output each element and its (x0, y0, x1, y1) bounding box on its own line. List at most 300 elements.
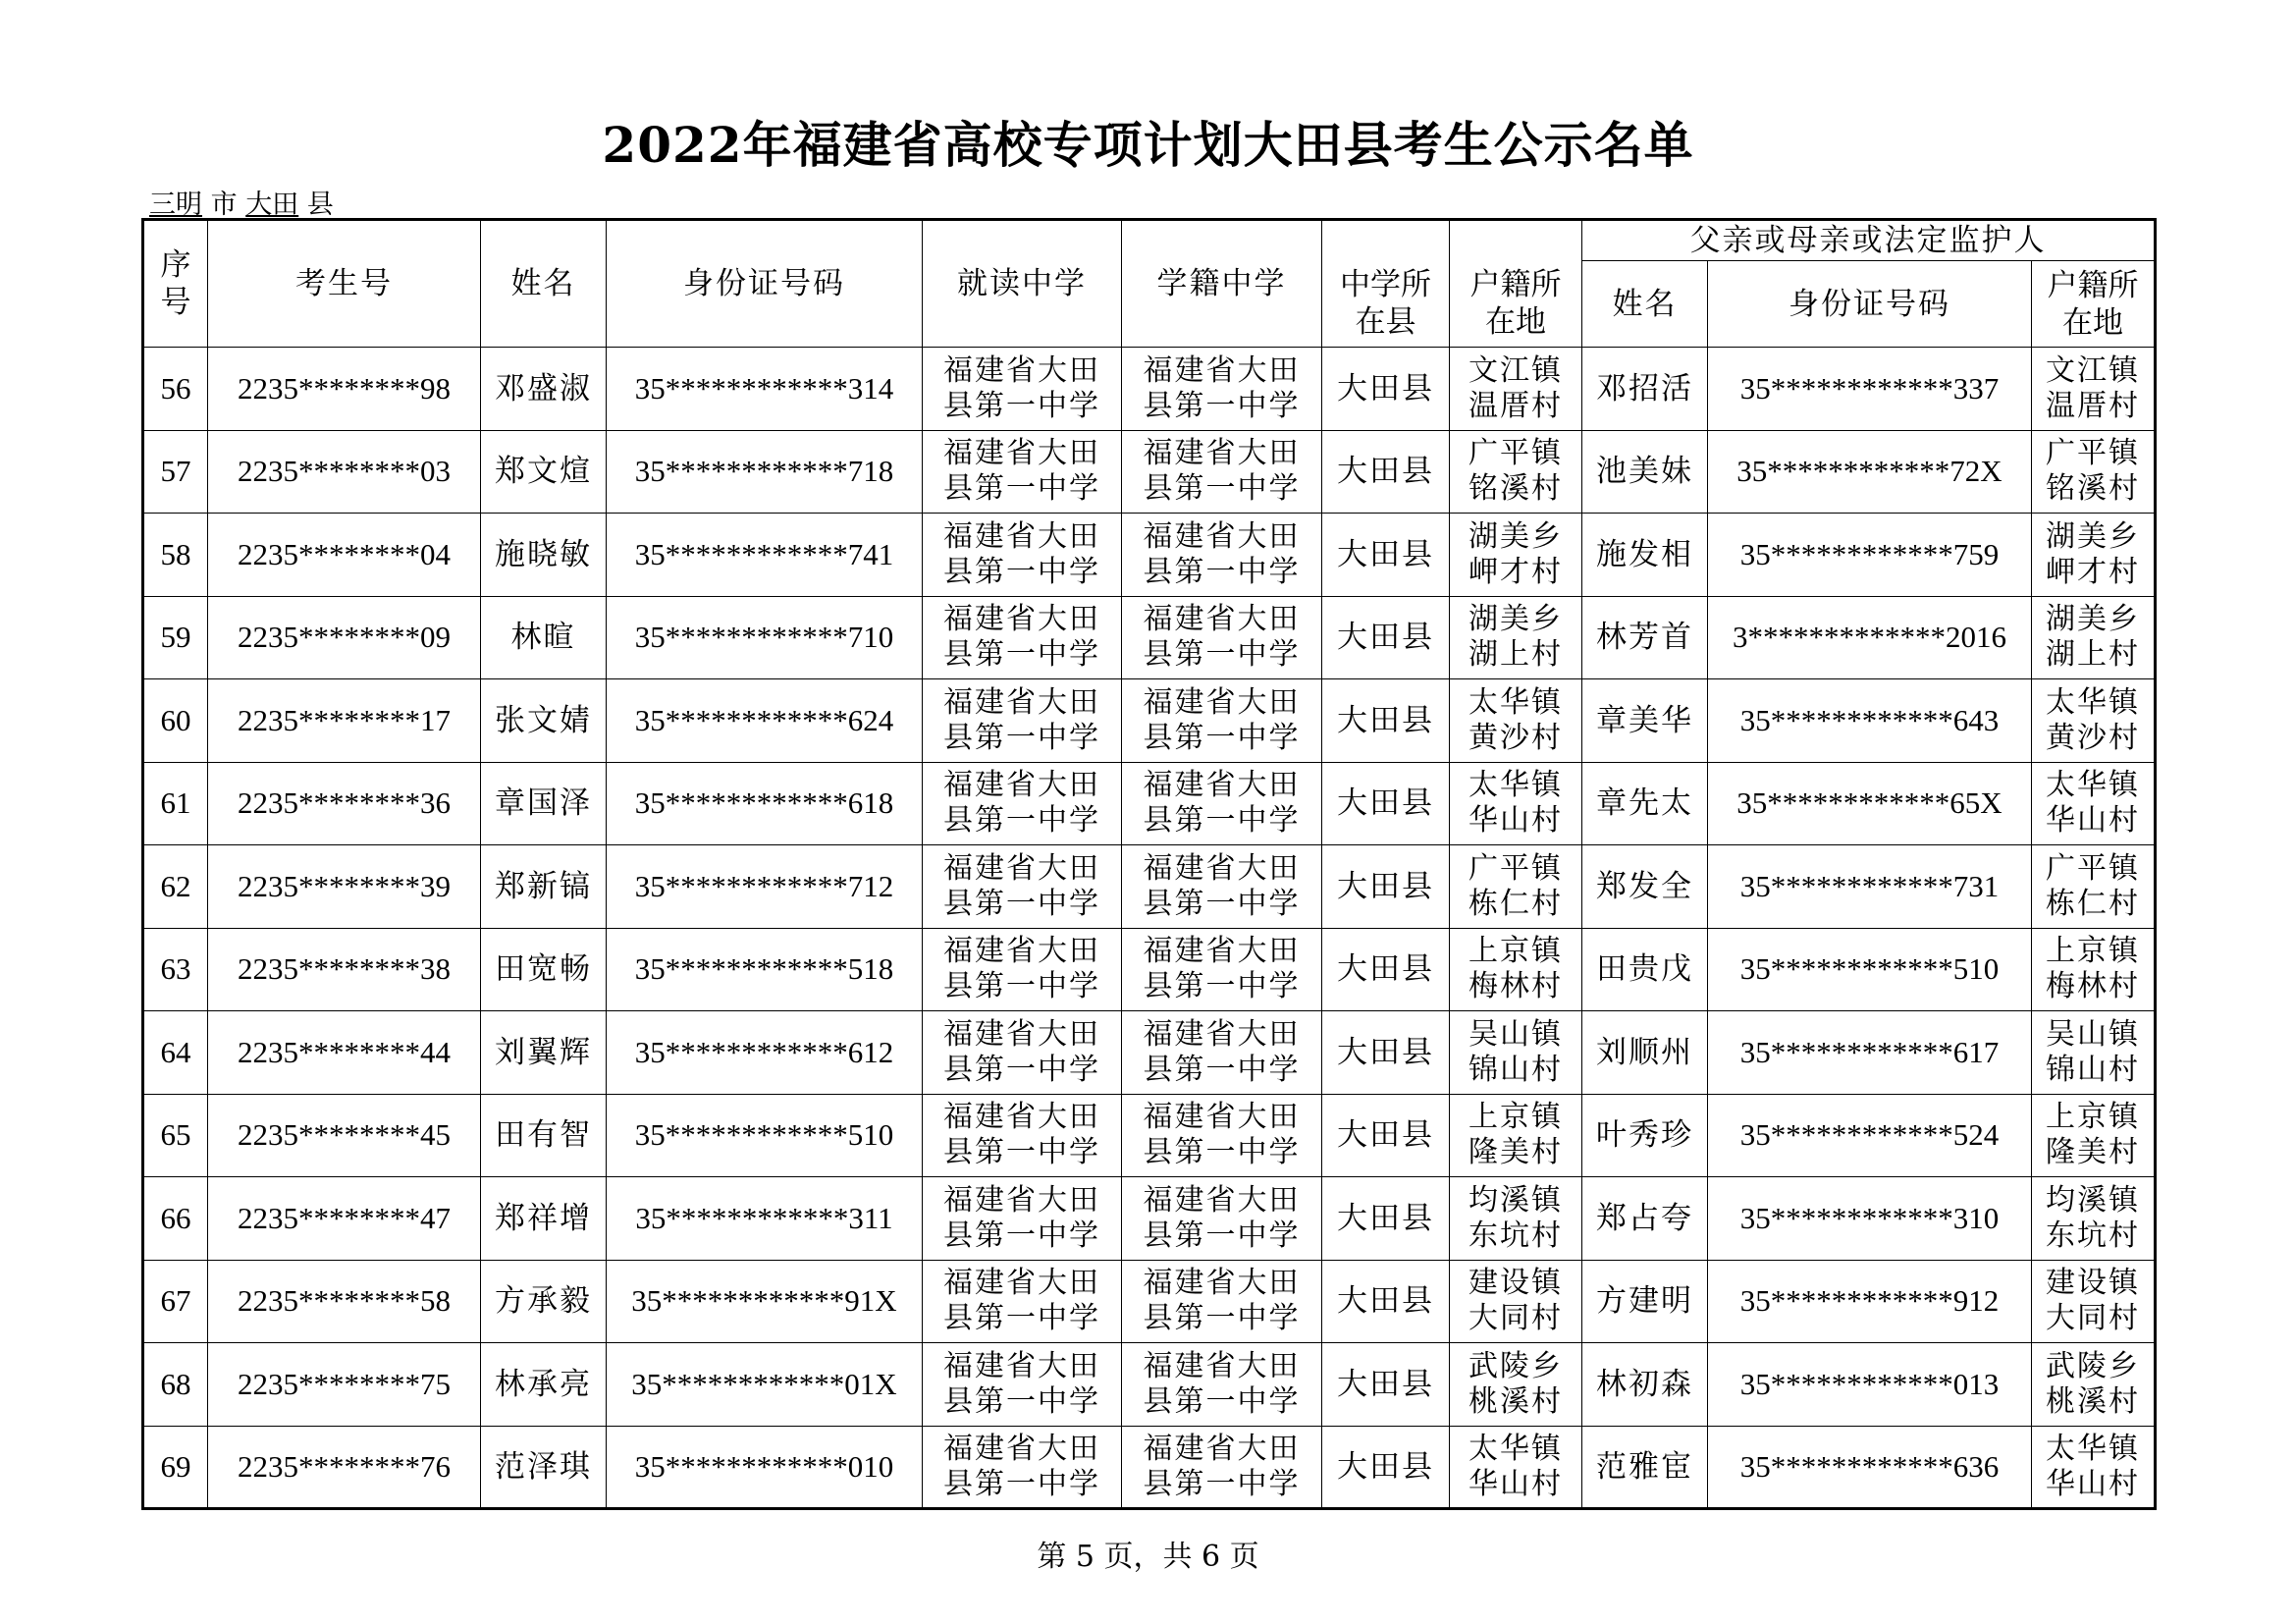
school-cell (923, 1260, 1122, 1343)
school-cell (923, 348, 1122, 431)
guardian-hukou-cell-line2: 隆美村 (2046, 1135, 2141, 1170)
reg-school-cell-line1: 福建省大田 (1143, 436, 1301, 471)
header-row-1 (143, 220, 2156, 261)
guardian-hukou-cell-line1: 武陵乡 (2046, 1348, 2141, 1383)
table-row (143, 928, 2156, 1011)
hukou-cell-line1: 太华镇 (1468, 1431, 1563, 1466)
hukou-cell-line1: 上京镇 (1468, 1100, 1563, 1135)
guardian-hukou-cell (2032, 514, 2156, 597)
header-school: 就读中学 (923, 220, 1122, 348)
id-no-cell: 35************618 (607, 762, 923, 845)
guardian-id-cell: 35************310 (1708, 1177, 2032, 1261)
header-guardian: 父亲或母亲或法定监护人 (1582, 220, 2156, 261)
reg-school-cell-line2: 县第一中学 (1143, 720, 1301, 755)
hukou-cell (1450, 1094, 1582, 1177)
hukou-cell-line2: 湖上村 (1468, 637, 1563, 673)
hukou-cell-line2: 黄沙村 (1468, 720, 1563, 755)
reg-school-cell (1122, 1177, 1322, 1261)
school-county-cell: 大田县 (1322, 928, 1450, 1011)
id-no-cell: 35************612 (607, 1011, 923, 1095)
name-cell: 田有智 (481, 1094, 607, 1177)
guardian-id-cell: 35************759 (1708, 514, 2032, 597)
reg-school-cell-line2: 县第一中学 (1143, 388, 1301, 423)
guardian-hukou-cell-line2: 东坑村 (2046, 1218, 2141, 1253)
guardian-hukou-cell (2032, 762, 2156, 845)
table-row (143, 348, 2156, 431)
school-cell (923, 1177, 1122, 1261)
name-cell: 郑新镐 (481, 845, 607, 929)
school-county-cell: 大田县 (1322, 1426, 1450, 1509)
id-no-cell: 35************311 (607, 1177, 923, 1261)
school-cell-line2: 县第一中学 (943, 637, 1100, 673)
guardian-id-cell: 35************643 (1708, 679, 2032, 763)
hukou-cell-line2: 温厝村 (1468, 388, 1563, 423)
header-id-no: 身份证号码 (607, 220, 923, 348)
guardian-hukou-cell-line2: 黄沙村 (2046, 720, 2141, 755)
seq-cell: 56 (143, 348, 208, 431)
school-cell (923, 1343, 1122, 1427)
header-school-county: 中学所在县 (1322, 261, 1450, 348)
school-county-cell: 大田县 (1322, 1094, 1450, 1177)
name-cell: 张文婧 (481, 679, 607, 763)
region-city: 三明 (149, 189, 202, 220)
school-cell-line2: 县第一中学 (943, 803, 1100, 839)
guardian-name-cell: 范雅宦 (1582, 1426, 1708, 1509)
hukou-cell (1450, 1343, 1582, 1427)
reg-school-cell (1122, 1426, 1322, 1509)
header-reg-school: 学籍中学 (1122, 220, 1322, 348)
table-row (143, 514, 2156, 597)
guardian-hukou-cell-line2: 铭溪村 (2046, 471, 2141, 507)
reg-school-cell-line2: 县第一中学 (1143, 803, 1301, 839)
guardian-hukou-cell-line2: 岬才村 (2046, 554, 2141, 589)
school-county-cell: 大田县 (1322, 1343, 1450, 1427)
school-cell-line1: 福建省大田 (943, 934, 1100, 969)
reg-school-cell (1122, 596, 1322, 679)
table-row (143, 1011, 2156, 1095)
seq-cell: 60 (143, 679, 208, 763)
region-city-suffix: 市 (210, 189, 238, 220)
reg-school-cell-line2: 县第一中学 (1143, 554, 1301, 589)
guardian-hukou-cell-line2: 温厝村 (2046, 388, 2141, 423)
guardian-name-cell: 叶秀珍 (1582, 1094, 1708, 1177)
school-cell-line2: 县第一中学 (943, 1301, 1100, 1336)
hukou-cell (1450, 928, 1582, 1011)
seq-cell: 61 (143, 762, 208, 845)
school-cell-line1: 福建省大田 (943, 518, 1100, 554)
reg-school-cell-line1: 福建省大田 (1143, 602, 1301, 637)
reg-school-cell-line1: 福建省大田 (1143, 1016, 1301, 1052)
seq-cell: 64 (143, 1011, 208, 1095)
seq-cell: 69 (143, 1426, 208, 1509)
hukou-cell-line2: 梅林村 (1468, 969, 1563, 1004)
guardian-hukou-cell-line1: 建设镇 (2046, 1266, 2141, 1301)
name-cell: 林承亮 (481, 1343, 607, 1427)
school-cell-line2: 县第一中学 (943, 1218, 1100, 1253)
header-guardian-hukou: 户籍所在地 (2032, 261, 2156, 348)
guardian-id-cell: 35************636 (1708, 1426, 2032, 1509)
guardian-name-cell: 田贵戊 (1582, 928, 1708, 1011)
school-cell-line1: 福建省大田 (943, 1182, 1100, 1218)
reg-school-cell-line1: 福建省大田 (1143, 768, 1301, 803)
header-name: 姓名 (481, 220, 607, 348)
hukou-cell-line2: 大同村 (1468, 1301, 1563, 1336)
reg-school-cell-line2: 县第一中学 (1143, 471, 1301, 507)
hukou-cell-line2: 铭溪村 (1468, 471, 1563, 507)
hukou-cell (1450, 596, 1582, 679)
school-cell-line2: 县第一中学 (943, 471, 1100, 507)
reg-school-cell-line1: 福建省大田 (1143, 1348, 1301, 1383)
hukou-cell-line2: 隆美村 (1468, 1135, 1563, 1170)
school-cell (923, 596, 1122, 679)
candidate-table (141, 218, 2157, 1510)
name-cell: 郑文煊 (481, 430, 607, 514)
guardian-id-cell: 35************013 (1708, 1343, 2032, 1427)
reg-school-cell-line1: 福建省大田 (1143, 1100, 1301, 1135)
school-county-cell: 大田县 (1322, 430, 1450, 514)
school-county-cell: 大田县 (1322, 845, 1450, 929)
id-no-cell: 35************741 (607, 514, 923, 597)
reg-school-cell-line1: 福建省大田 (1143, 1266, 1301, 1301)
name-cell: 田宽畅 (481, 928, 607, 1011)
exam-no-cell: 2235********98 (208, 348, 481, 431)
hukou-cell-line1: 上京镇 (1468, 934, 1563, 969)
guardian-hukou-cell-line1: 湖美乡 (2046, 602, 2141, 637)
guardian-id-cell: 35************731 (1708, 845, 2032, 929)
name-cell: 章国泽 (481, 762, 607, 845)
reg-school-cell (1122, 430, 1322, 514)
hukou-cell (1450, 514, 1582, 597)
school-cell-line1: 福建省大田 (943, 768, 1100, 803)
hukou-cell-line2: 锦山村 (1468, 1052, 1563, 1087)
reg-school-cell-line2: 县第一中学 (1143, 1383, 1301, 1419)
hukou-cell (1450, 1426, 1582, 1509)
exam-no-cell: 2235********76 (208, 1426, 481, 1509)
reg-school-cell (1122, 1094, 1322, 1177)
id-no-cell: 35************624 (607, 679, 923, 763)
guardian-hukou-cell-line1: 吴山镇 (2046, 1016, 2141, 1052)
seq-cell: 62 (143, 845, 208, 929)
header-exam-no: 考生号 (208, 220, 481, 348)
school-county-cell: 大田县 (1322, 514, 1450, 597)
school-cell-line1: 福建省大田 (943, 602, 1100, 637)
reg-school-cell-line2: 县第一中学 (1143, 886, 1301, 921)
guardian-hukou-cell-line2: 大同村 (2046, 1301, 2141, 1336)
guardian-hukou-cell-line1: 太华镇 (2046, 1431, 2141, 1466)
guardian-id-cell: 35************912 (1708, 1260, 2032, 1343)
school-cell-line2: 县第一中学 (943, 1052, 1100, 1087)
name-cell: 方承毅 (481, 1260, 607, 1343)
header-guardian-id: 身份证号码 (1708, 261, 2032, 348)
reg-school-cell (1122, 928, 1322, 1011)
reg-school-cell (1122, 514, 1322, 597)
guardian-hukou-cell-line1: 太华镇 (2046, 684, 2141, 720)
guardian-hukou-cell-line1: 上京镇 (2046, 1100, 2141, 1135)
seq-cell: 65 (143, 1094, 208, 1177)
table-row (143, 845, 2156, 929)
hukou-cell-line1: 武陵乡 (1468, 1348, 1563, 1383)
guardian-hukou-cell-line1: 文江镇 (2046, 352, 2141, 388)
name-cell: 刘翼辉 (481, 1011, 607, 1095)
guardian-name-cell: 郑占夸 (1582, 1177, 1708, 1261)
reg-school-cell-line1: 福建省大田 (1143, 518, 1301, 554)
school-county-cell: 大田县 (1322, 1177, 1450, 1261)
header-guardian-name: 姓名 (1582, 261, 1708, 348)
reg-school-cell (1122, 348, 1322, 431)
exam-no-cell: 2235********75 (208, 1343, 481, 1427)
table-row (143, 1177, 2156, 1261)
reg-school-cell-line2: 县第一中学 (1143, 969, 1301, 1004)
exam-no-cell: 2235********36 (208, 762, 481, 845)
hukou-cell-line1: 湖美乡 (1468, 518, 1563, 554)
school-county-cell: 大田县 (1322, 1260, 1450, 1343)
table-row (143, 1260, 2156, 1343)
reg-school-cell-line1: 福建省大田 (1143, 352, 1301, 388)
guardian-hukou-cell-line2: 锦山村 (2046, 1052, 2141, 1087)
hukou-cell-line1: 均溪镇 (1468, 1182, 1563, 1218)
table-row (143, 1426, 2156, 1509)
hukou-cell-line2: 东坑村 (1468, 1218, 1563, 1253)
table-row (143, 1094, 2156, 1177)
table-row (143, 679, 2156, 763)
guardian-name-cell: 方建明 (1582, 1260, 1708, 1343)
school-cell-line1: 福建省大田 (943, 1348, 1100, 1383)
exam-no-cell: 2235********39 (208, 845, 481, 929)
guardian-hukou-cell-line1: 湖美乡 (2046, 518, 2141, 554)
hukou-cell-line2: 栋仁村 (1468, 886, 1563, 921)
school-cell-line1: 福建省大田 (943, 352, 1100, 388)
hukou-cell-line1: 广平镇 (1468, 436, 1563, 471)
guardian-id-cell: 35************524 (1708, 1094, 2032, 1177)
hukou-cell-line1: 吴山镇 (1468, 1016, 1563, 1052)
exam-no-cell: 2235********04 (208, 514, 481, 597)
school-cell (923, 1094, 1122, 1177)
seq-cell: 68 (143, 1343, 208, 1427)
guardian-hukou-cell (2032, 1343, 2156, 1427)
reg-school-cell-line2: 县第一中学 (1143, 1301, 1301, 1336)
id-no-cell: 35************91X (607, 1260, 923, 1343)
guardian-id-cell: 35************337 (1708, 348, 2032, 431)
reg-school-cell (1122, 1260, 1322, 1343)
hukou-cell-line2: 桃溪村 (1468, 1383, 1563, 1419)
school-cell-line2: 县第一中学 (943, 1383, 1100, 1419)
hukou-cell-line1: 建设镇 (1468, 1266, 1563, 1301)
guardian-hukou-cell (2032, 928, 2156, 1011)
seq-cell: 66 (143, 1177, 208, 1261)
school-cell (923, 679, 1122, 763)
reg-school-cell-line1: 福建省大田 (1143, 934, 1301, 969)
guardian-name-cell: 池美妹 (1582, 430, 1708, 514)
school-cell (923, 1426, 1122, 1509)
guardian-hukou-cell (2032, 1011, 2156, 1095)
name-cell: 施晓敏 (481, 514, 607, 597)
school-cell-line1: 福建省大田 (943, 1431, 1100, 1466)
school-cell-line1: 福建省大田 (943, 850, 1100, 886)
guardian-hukou-cell (2032, 1260, 2156, 1343)
guardian-hukou-cell-line1: 太华镇 (2046, 768, 2141, 803)
guardian-hukou-cell (2032, 348, 2156, 431)
hukou-cell-line2: 岬才村 (1468, 554, 1563, 589)
seq-cell: 63 (143, 928, 208, 1011)
guardian-hukou-cell (2032, 1426, 2156, 1509)
region-line (149, 183, 334, 221)
school-cell-line1: 福建省大田 (943, 1100, 1100, 1135)
header-hukou: 户籍所在地 (1450, 261, 1582, 348)
region-county-suffix: 县 (306, 189, 334, 220)
guardian-name-cell: 林芳首 (1582, 596, 1708, 679)
page-footer: 第 5 页，共 6 页 (1037, 1540, 1259, 1574)
school-cell (923, 514, 1122, 597)
guardian-id-cell: 35************65X (1708, 762, 2032, 845)
guardian-name-cell: 章美华 (1582, 679, 1708, 763)
school-cell-line1: 福建省大田 (943, 1266, 1100, 1301)
exam-no-cell: 2235********47 (208, 1177, 481, 1261)
guardian-hukou-cell-line2: 湖上村 (2046, 637, 2141, 673)
id-no-cell: 35************01X (607, 1343, 923, 1427)
guardian-name-cell: 章先太 (1582, 762, 1708, 845)
hukou-cell (1450, 845, 1582, 929)
guardian-hukou-cell (2032, 679, 2156, 763)
guardian-id-cell: 3*************2016 (1708, 596, 2032, 679)
seq-cell: 57 (143, 430, 208, 514)
exam-no-cell: 2235********58 (208, 1260, 481, 1343)
hukou-cell-line2: 华山村 (1468, 803, 1563, 839)
id-no-cell: 35************710 (607, 596, 923, 679)
id-no-cell: 35************718 (607, 430, 923, 514)
seq-cell: 59 (143, 596, 208, 679)
school-cell-line1: 福建省大田 (943, 684, 1100, 720)
hukou-cell-line1: 太华镇 (1468, 768, 1563, 803)
school-cell-line2: 县第一中学 (943, 1466, 1100, 1501)
seq-cell: 58 (143, 514, 208, 597)
reg-school-cell-line1: 福建省大田 (1143, 1431, 1301, 1466)
guardian-hukou-cell-line2: 桃溪村 (2046, 1383, 2141, 1419)
table-row (143, 1343, 2156, 1427)
guardian-id-cell: 35************510 (1708, 928, 2032, 1011)
guardian-hukou-cell-line1: 上京镇 (2046, 934, 2141, 969)
school-cell-line2: 县第一中学 (943, 886, 1100, 921)
reg-school-cell (1122, 679, 1322, 763)
school-cell-line2: 县第一中学 (943, 969, 1100, 1004)
header-seq: 序号 (143, 220, 208, 348)
exam-no-cell: 2235********44 (208, 1011, 481, 1095)
exam-no-cell: 2235********45 (208, 1094, 481, 1177)
exam-no-cell: 2235********03 (208, 430, 481, 514)
hukou-cell (1450, 679, 1582, 763)
school-cell-line1: 福建省大田 (943, 436, 1100, 471)
school-county-cell: 大田县 (1322, 1011, 1450, 1095)
page-title: 2022年福建省高校专项计划大田县考生公示名单 (602, 116, 1694, 174)
school-county-cell: 大田县 (1322, 348, 1450, 431)
school-county-cell: 大田县 (1322, 762, 1450, 845)
header-blank-2 (1450, 220, 1582, 261)
exam-no-cell: 2235********38 (208, 928, 481, 1011)
guardian-name-cell: 施发相 (1582, 514, 1708, 597)
hukou-cell-line1: 广平镇 (1468, 850, 1563, 886)
name-cell: 邓盛淑 (481, 348, 607, 431)
table-row (143, 430, 2156, 514)
exam-no-cell: 2235********09 (208, 596, 481, 679)
school-cell-line2: 县第一中学 (943, 388, 1100, 423)
guardian-hukou-cell-line2: 华山村 (2046, 803, 2141, 839)
hukou-cell (1450, 430, 1582, 514)
reg-school-cell-line1: 福建省大田 (1143, 1182, 1301, 1218)
guardian-hukou-cell (2032, 845, 2156, 929)
school-cell-line2: 县第一中学 (943, 1135, 1100, 1170)
reg-school-cell (1122, 845, 1322, 929)
reg-school-cell-line2: 县第一中学 (1143, 1466, 1301, 1501)
guardian-hukou-cell-line1: 均溪镇 (2046, 1182, 2141, 1218)
hukou-cell (1450, 762, 1582, 845)
region-county: 大田 (245, 189, 299, 220)
reg-school-cell-line2: 县第一中学 (1143, 1052, 1301, 1087)
reg-school-cell-line2: 县第一中学 (1143, 1218, 1301, 1253)
school-county-cell: 大田县 (1322, 596, 1450, 679)
guardian-hukou-cell-line1: 广平镇 (2046, 850, 2141, 886)
school-cell (923, 1011, 1122, 1095)
reg-school-cell-line1: 福建省大田 (1143, 850, 1301, 886)
seq-cell: 67 (143, 1260, 208, 1343)
id-no-cell: 35************712 (607, 845, 923, 929)
id-no-cell: 35************314 (607, 348, 923, 431)
reg-school-cell (1122, 762, 1322, 845)
guardian-name-cell: 郑发全 (1582, 845, 1708, 929)
guardian-id-cell: 35************72X (1708, 430, 2032, 514)
hukou-cell (1450, 1177, 1582, 1261)
guardian-hukou-cell-line2: 华山村 (2046, 1466, 2141, 1501)
hukou-cell (1450, 1011, 1582, 1095)
school-cell (923, 928, 1122, 1011)
reg-school-cell (1122, 1343, 1322, 1427)
school-cell-line1: 福建省大田 (943, 1016, 1100, 1052)
hukou-cell-line1: 文江镇 (1468, 352, 1563, 388)
name-cell: 郑祥增 (481, 1177, 607, 1261)
header-blank-1 (1322, 220, 1450, 261)
guardian-name-cell: 邓招活 (1582, 348, 1708, 431)
guardian-hukou-cell (2032, 430, 2156, 514)
guardian-hukou-cell-line1: 广平镇 (2046, 436, 2141, 471)
school-cell (923, 762, 1122, 845)
guardian-hukou-cell (2032, 596, 2156, 679)
hukou-cell (1450, 348, 1582, 431)
school-cell (923, 845, 1122, 929)
school-cell (923, 430, 1122, 514)
id-no-cell: 35************518 (607, 928, 923, 1011)
id-no-cell: 35************010 (607, 1426, 923, 1509)
guardian-name-cell: 刘顺州 (1582, 1011, 1708, 1095)
hukou-cell-line2: 华山村 (1468, 1466, 1563, 1501)
table-row (143, 762, 2156, 845)
table-row (143, 596, 2156, 679)
school-county-cell: 大田县 (1322, 679, 1450, 763)
school-cell-line2: 县第一中学 (943, 554, 1100, 589)
guardian-hukou-cell (2032, 1177, 2156, 1261)
guardian-hukou-cell-line2: 梅林村 (2046, 969, 2141, 1004)
hukou-cell (1450, 1260, 1582, 1343)
reg-school-cell-line2: 县第一中学 (1143, 637, 1301, 673)
hukou-cell-line1: 太华镇 (1468, 684, 1563, 720)
guardian-hukou-cell-line2: 栋仁村 (2046, 886, 2141, 921)
name-cell: 范泽琪 (481, 1426, 607, 1509)
school-cell-line2: 县第一中学 (943, 720, 1100, 755)
name-cell: 林暄 (481, 596, 607, 679)
hukou-cell-line1: 湖美乡 (1468, 602, 1563, 637)
reg-school-cell-line1: 福建省大田 (1143, 684, 1301, 720)
id-no-cell: 35************510 (607, 1094, 923, 1177)
reg-school-cell (1122, 1011, 1322, 1095)
guardian-name-cell: 林初森 (1582, 1343, 1708, 1427)
guardian-id-cell: 35************617 (1708, 1011, 2032, 1095)
